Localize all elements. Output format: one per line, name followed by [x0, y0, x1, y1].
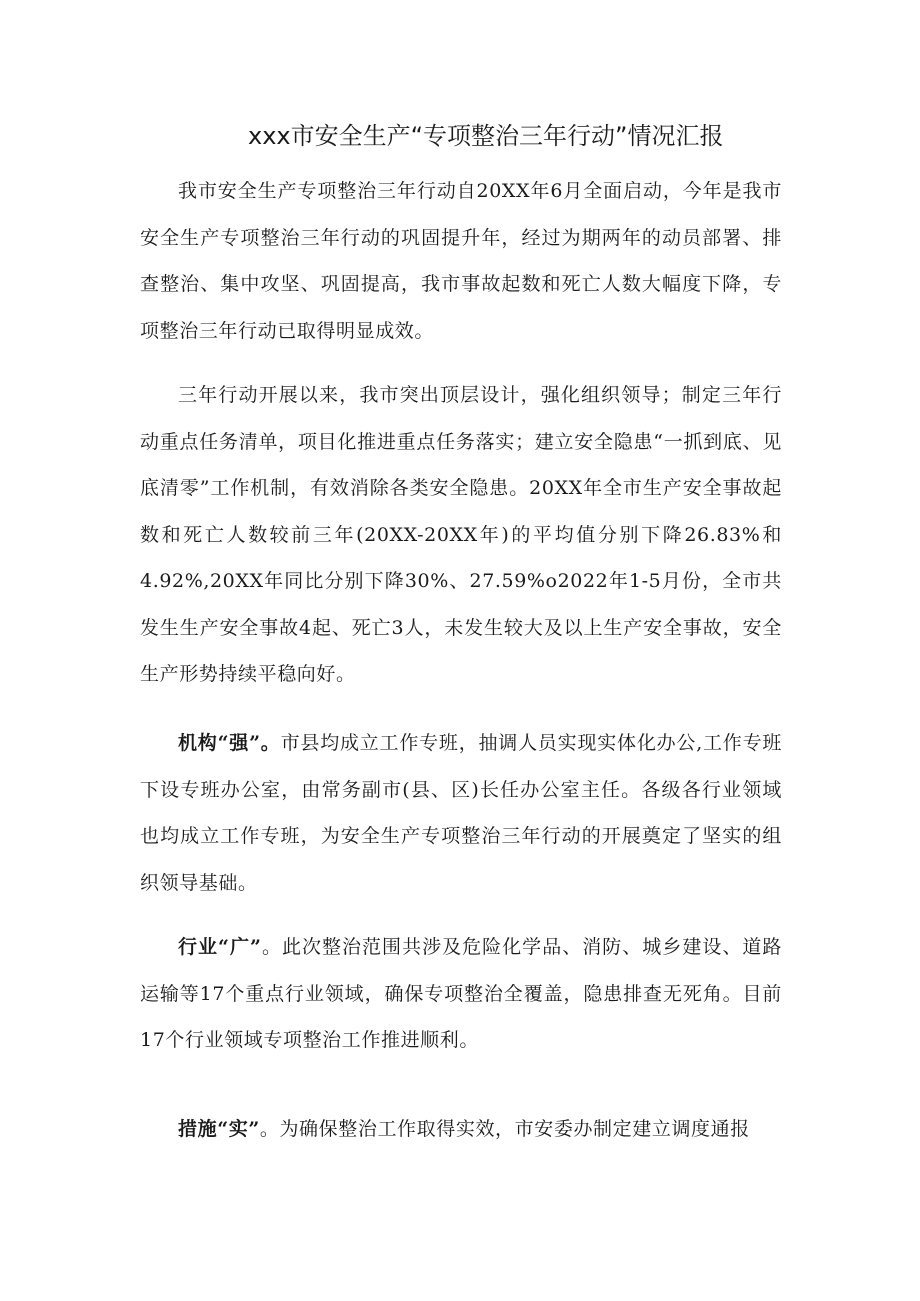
- paragraph-industry-scope: [140, 924, 782, 1064]
- paragraph-organization: [140, 720, 782, 906]
- document-title: xxx市安全生产“专项整治三年行动”情况汇报: [248, 122, 724, 150]
- paragraph-text: 。此次整治范围共涉及危险化学品、消防、城乡建设、道路运输等17个重点行业领域，确保专项整治全覆盖，隐患排查无死角。目前17个行业领域专项整治工作推进顺利。: [140, 936, 782, 1051]
- paragraph-lead: 机构“强”。: [178, 732, 281, 754]
- paragraph-text: 。为确保整治工作取得实效，市安委办制定建立调度通报: [259, 1118, 750, 1140]
- paragraph-lead: 行业“广”: [178, 936, 262, 958]
- paragraph-text: 我市安全生产专项整治三年行动自20XX年6月全面启动，今年是我市安全生产专项整治三年行动的巩固提升年，经过为期两年的动员部署、排查整治、集中攻坚、巩固提高，我市事故起数和死亡人数大幅度下降，专项整治三年行动已取得明显成效。: [140, 180, 782, 342]
- paragraph-lead: 措施“实”: [178, 1118, 260, 1140]
- paragraph-results-statistics: [140, 372, 782, 698]
- paragraph-text: 三年行动开展以来，我市突出顶层设计，强化组织领导；制定三年行动重点任务清单，项目化推进重点任务落实；建立安全隐患“一抓到底、见底清零”工作机制，有效消除各类安全隐患。20XX年全市生产安全事故起数和死亡人数较前三年(20XX-20XX年)的平均值分别下降26.83%和4.92%,20XX年同比分别下降30%、27.59%o2022年1-5月份，全市共发生生产安全事故4起、死亡3人，未发生较大及以上生产安全事故，安全生产形势持续平稳向好。: [140, 384, 782, 685]
- paragraph-launch-overview: [140, 168, 782, 354]
- paragraph-measures: [140, 1106, 782, 1153]
- paragraph-text: 市县均成立工作专班，抽调人员实现实体化办公,工作专班下设专班办公室，由常务副市(县、区)长任办公室主任。各级各行业领域也均成立工作专班，为安全生产专项整治三年行动的开展奠定了坚实的组织领导基础。: [140, 732, 782, 894]
